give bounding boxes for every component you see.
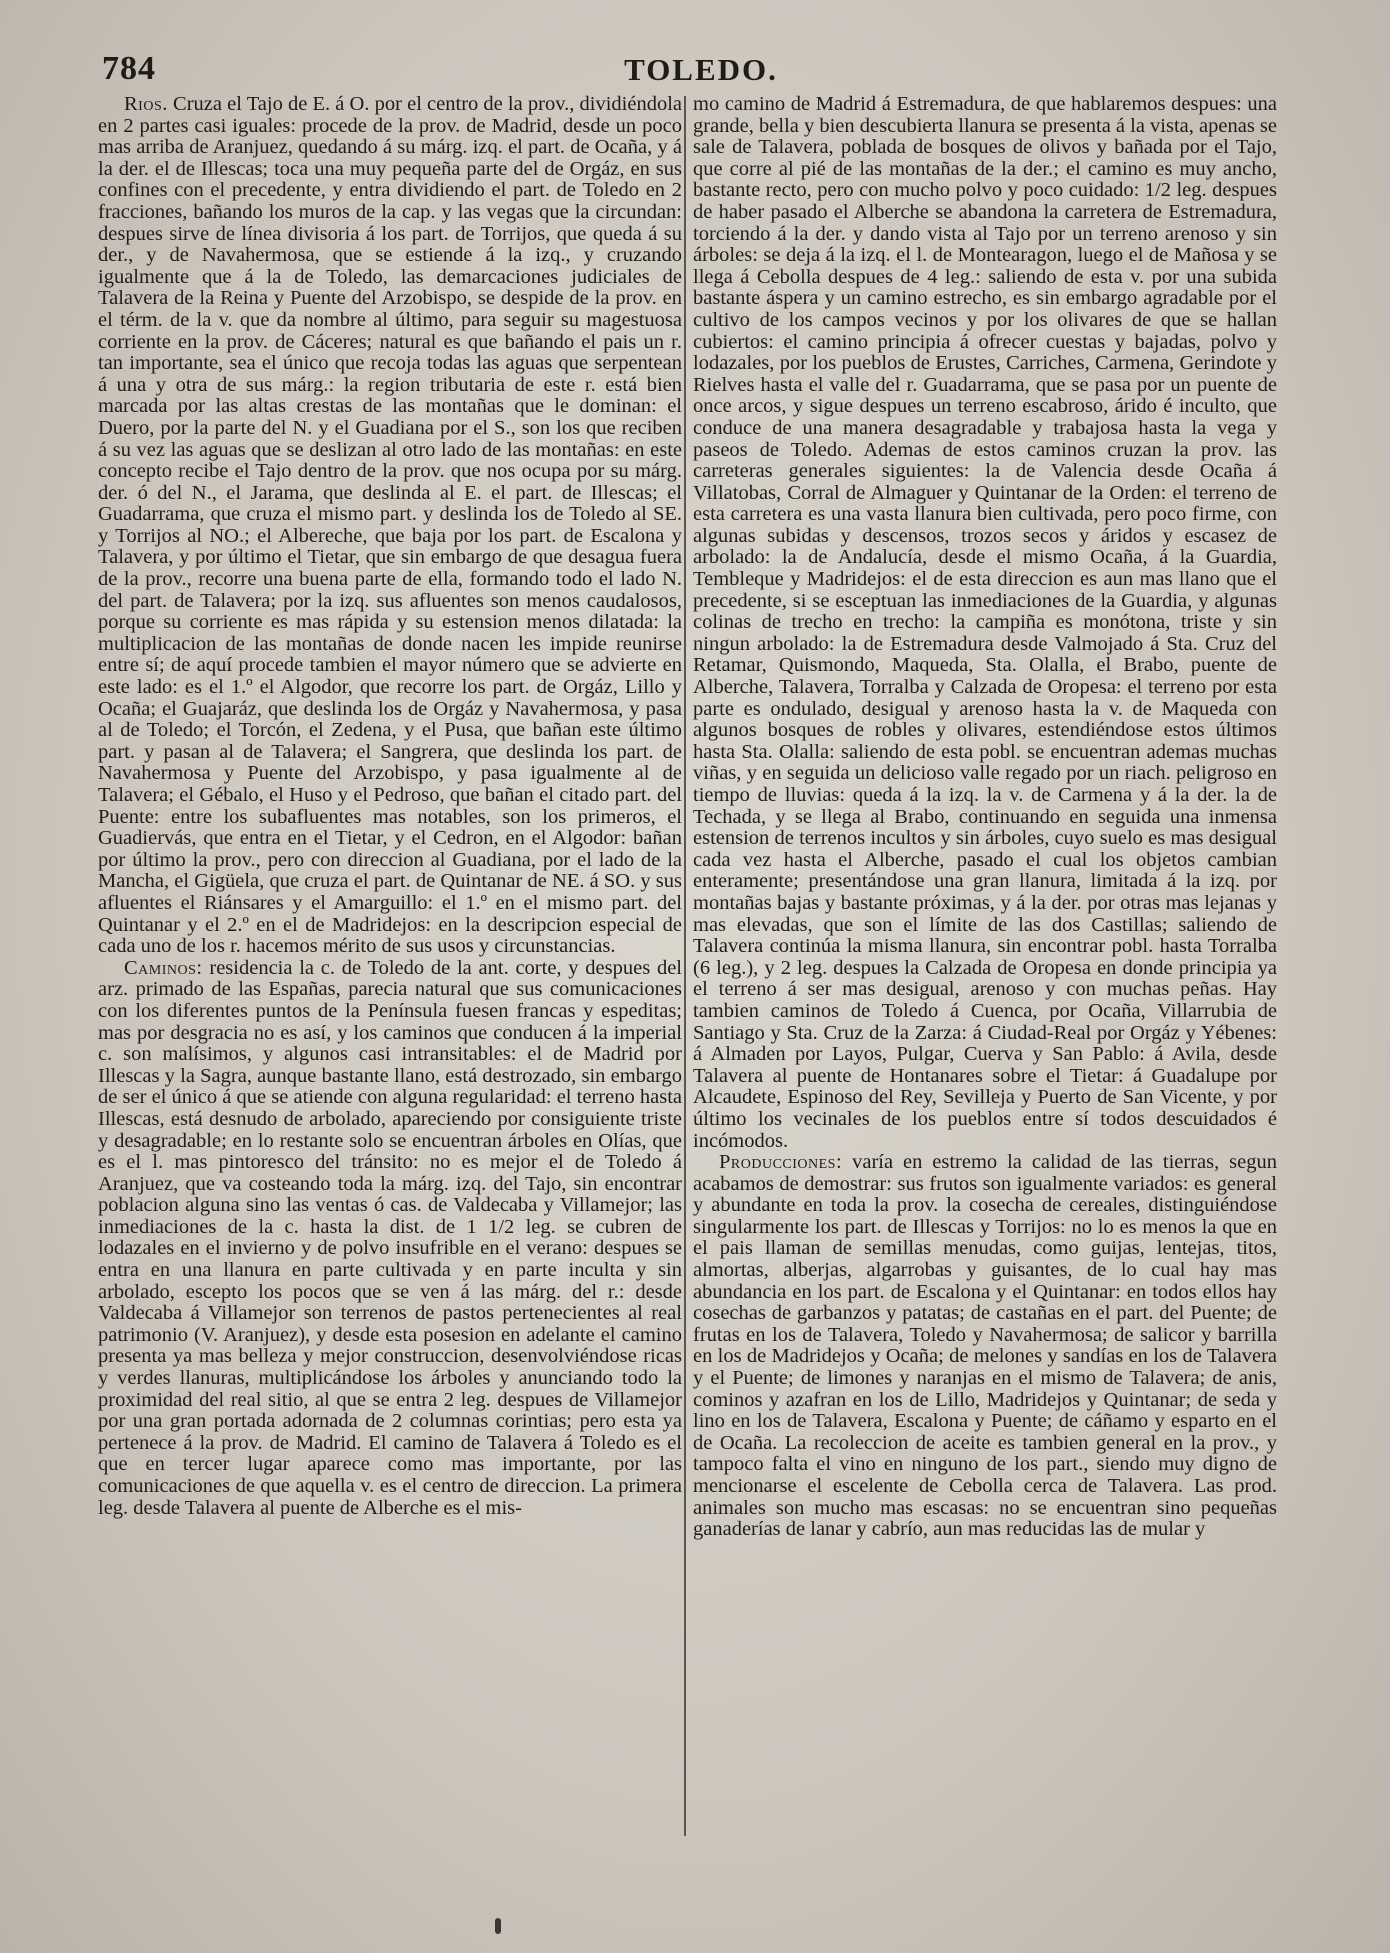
caminos-continued-paragraph <box>693 94 1277 1152</box>
rios-paragraph <box>98 94 682 958</box>
left-column <box>98 94 682 1854</box>
caminos-heading: Caminos: <box>124 956 203 979</box>
rios-heading: Rios. <box>124 94 168 115</box>
producciones-text: varía en estremo la calidad de las tierras, segun acabamos de demostrar: sus frutos son igualmente variados: es general y abundante en toda la prov. la cosecha de cereales, distinguiéndose singularmente los part. de Illescas y Torrijos: no lo es menos la que en el pais llaman de semillas menudas, como guijas, lentejas, titos, almortas, alberjas, algarrobas y guisantes, de lo cual hay mas abundancia en los part. de Escalona y el Quintanar: en todos ellos hay cosechas de garbanzos y patatas; de castañas en el part. del Puente; de frutas en los de Talavera, Toledo y Navahermosa; de salicor y barrilla en los de Madridejos y Ocaña; de melones y sandías en los de Talavera y el Puente; de limones y naranjas en el mismo de Talavera; de anis, cominos y azafran en los de Lillo, Madridejos y Quintanar; de seda y lino en los de Talavera, Escalona y Puente; de cáñamo y esparto en el de Ocaña. La recoleccion de aceite es tambien general en la prov., y tampoco falta el vino en ninguno de los part., siendo muy digno de mencionarse el escelente de Cebolla cerca de Talavera. Las prod. animales son mucho mas escasas: no se encuentran sino pequeñas ganaderías de lanar y cabrío, aun mas reducidas las de mular y <box>693 1151 1277 1541</box>
running-head: TOLEDO. <box>624 52 778 87</box>
caminos-continued-text: mo camino de Madrid á Estremadura, de que hablaremos despues: una grande, bella y bien descubierta llanura se presenta á la vista, apenas se sale de Talavera, poblada de bosques de olivos y bañada por el Tajo, que corre al pié de las montañas de la der.; el camino es muy ancho, bastante recto, pero con mucho polvo y poco cuidado: 1/2 leg. despues de haber pasado el Alberche se abandona la carretera de Estremadura, torciendo á la der. y dando vista al Tajo por un terreno arenoso y sin árboles: se deja á la izq. el l. de Montearagon, luego el de Mañosa y se llega á Cebolla despues de 4 leg.: saliendo de esta v. por una subida bastante áspera y un camino estrecho, es sin embargo agradable por el cultivo de los campos vecinos y por los olivares de que se hallan cubiertos: el camino principia á ofrecer cuestas y bajadas, polvo y lodazales, por los pueblos de Erustes, Carriches, Carmena, Gerindote y Rielves hasta el valle del r. Guadarrama, que se pasa por un puente de once arcos, y sigue despues un terreno escabroso, árido é inculto, que conduce de una manera desagradable y trabajosa hasta la vega y paseos de Toledo. Ademas de estos caminos cruzan la prov. las carreteras generales siguientes: la de Valencia desde Ocaña á Villatobas, Corral de Almaguer y Quintanar de la Orden: el terreno de esta carretera es una vasta llanura bien cultivada, pero poco firme, con algunas subidas y descensos, trozos secos y áridos y escasez de arbolado: la de Andalucía, desde el mismo Ocaña, á la Guardia, Tembleque y Madridejos: el de esta direccion es aun mas llano que el precedente, si se esceptuan las inmediaciones de la Guardia, y algunas colinas de trecho en trecho: la campiña es monótona, triste y sin ningun arbolado: la de Estremadura desde Valmojado á Sta. Cruz del Retamar, Quismondo, Maqueda, Sta. Olalla, el Brabo, puente de Alberche, Talavera, Torralba y Calzada de Oropesa: el terreno por esta parte es ondulado, desigual y arenoso hasta la v. de Maqueda con algunos bosques de robles y olivares, estendiéndose estos últimos hasta Sta. Olalla: saliendo de esta pobl. se encuentran ademas muchas viñas, y en seguida un delicioso valle regado por un riach. peligroso en tiempo de lluvias: queda á la izq. la v. de Carmena y á la der. la de Techada, y se llega al Brabo, continuando en seguida una inmensa estension de terrenos incultos y sin árboles, cuyo suelo es mas desigual cada vez hasta el Alberche, pasado el cual los objetos cambian enteramente; presentándose una gran llanura, limitada á la izq. por montañas bajas y bastante próximas, y á la der. por otras mas lejanas y mas elevadas, que son el límite de las dos Castillas; saliendo de Talavera continúa la misma llanura, sin encontrar pobl. hasta Torralba (6 leg.), y 2 leg. despues la Calzada de Oropesa en donde principia ya el terreno á ser mas desigual, arenoso y con muchas peñas. Hay tambien caminos de Toledo á Cuenca, por Ocaña, Villarrubia de Santiago y Sta. Cruz de la Zarza: á Ciudad-Real por Orgáz y Yébenes: á Almaden por Layos, Pulgar, Cuerva y San Pablo: á Avila, desde Talavera al puente de Hontanares sobre el Tietar: á Guadalupe por Alcaudete, Espinoso del Rey, Sevilleja y Puerto de San Vicente, y por último los vecinales de los pueblos entre sí todos descuidados é incómodos. <box>693 94 1277 1152</box>
page-header <box>96 50 1306 90</box>
right-column <box>693 94 1277 1854</box>
caminos-paragraph <box>98 958 682 1519</box>
caminos-text: residencia la c. de Toledo de la ant. corte, y despues del arz. primado de las Españas, parecia natural que sus comunicaciones con los diferentes puntos de la Península fuesen francas y espeditas; mas por desgracia no es así, y los caminos que conducen á la imperial c. son malísimos, y algunos casi intransitables: el de Madrid por Illescas y la Sagra, aunque bastante llano, está destrozado, sin embargo de ser el único á que se atiende con alguna regularidad: el terreno hasta Illescas, está desnudo de arbolado, apareciendo por consiguiente triste y desagradable; en lo restante solo se encuentran árboles en Olías, que es el l. mas pintoresco del tránsito: no es mejor el de Toledo á Aranjuez, que va costeando toda la márg. izq. del Tajo, sin encontrar poblacion alguna sino las ventas ó cas. de Valdecaba y Villamejor; las inmediaciones de la c. hasta la dist. de 1 1/2 leg. se cubren de lodazales en el invierno y de polvo insufrible en el verano: despues se entra en una llanura en parte cultivada y en parte inculta y sin arbolado, escepto los pocos que se ven á las márg. del r.: desde Valdecaba á Villamejor son terrenos de pastos pertenecientes al real patrimonio (V. Aranjuez), y desde esta posesion en adelante el camino presenta ya mas belleza y mejor construccion, desenvolviéndose ricas y verdes llanuras, multiplicándose los árboles y anunciando todo la proximidad del real sitio, al que se entra 2 leg. despues de Villamejor por una gran portada adornada de 2 columnas corintias; pero esta ya pertenece á la prov. de Madrid. El camino de Talavera á Toledo es el que en tercer lugar aparece como mas importante, por las comunicaciones de que aquella v. es el centro de direccion. La primera leg. desde Talavera al puente de Alberche es el mis- <box>98 956 682 1519</box>
rios-text: Cruza el Tajo de E. á O. por el centro de la prov., dividiéndola en 2 partes casi iguales: procede de la prov. de Madrid, desde un poco mas arriba de Aranjuez, quedando á su márg. izq. el part. de Ocaña, y á la der. el de Illescas; toca una muy pequeña parte del de Orgáz, en sus confines con el precedente, y entra dividiendo el part. de Toledo en 2 fracciones, bañando los muros de la cap. y las vegas que la circundan: despues sirve de línea divisoria á los part. de Torrijos, que queda á su der., y de Navahermosa, que se estiende á la izq., y cruzando igualmente que á la de Toledo, las demarcaciones judiciales de Talavera de la Reina y Puente del Arzobispo, se despide de la prov. en el térm. de la v. que da nombre al último, para seguir su magestuosa corriente en la prov. de Cáceres; natural es que bañando el pais un r. tan importante, sea el único que recoja todas las aguas que serpentean á una y otra de sus márg.: la region tributaria de este r. está bien marcada por las altas crestas de las montañas que le dominan: el Duero, por la parte del N. y el Guadiana por el S., son los que reciben á su vez las aguas que se deslizan al otro lado de las montañas: en este concepto recibe el Tajo dentro de la prov. que nos ocupa por su márg. der. ó del N., el Jarama, que deslinda al E. el part. de Illescas; el Guadarrama, que cruza el mismo part. y deslinda los de Toledo al SE. y Torrijos al NO.; el Albereche, que baja por los part. de Escalona y Talavera, y por último el Tietar, que sin embargo de que desagua fuera de la prov., recorre una buena parte de ella, formando todo el lado N. del part. de Talavera; por la izq. sus afluentes son menos caudalosos, porque su corriente es mas rápida y su estension menos dilatada: la multiplicacion de las montañas de donde nacen les impide reunirse entre sí; de aquí procede tambien el mayor número que se advierte en este lado: es el 1.º el Algodor, que recorre los part. de Orgáz, Lillo y Ocaña; el Guajaráz, que deslinda los de Orgáz y Navahermosa, y pasa al de Toledo; el Torcón, el Zedena, y el Pusa, que bañan este último part. y pasan al de Talavera; el Sangrera, que deslinda los part. de Navahermosa y Puente del Arzobispo, y pasa igualmente al de Talavera; el Gébalo, el Huso y el Pedroso, que bañan el citado part. del Puente: entre los subafluentes mas notables, son los primeros, el Guadiervás, que entra en el Tietar, y el Cedron, en el Algodor: bañan por último la prov., pero con direccion al Guadiana, por el lado de la Mancha, el Gigüela, que cruza el part. de Quintanar de NE. á SO. y sus afluentes el Riánsares y el Amarguillo: el 1.º en el mismo part. del Quintanar y el 2.º en el de Madridejos: en la descripcion especial de cada uno de los r. hacemos mérito de sus usos y circunstancias. <box>98 94 682 958</box>
page-number: 784 <box>102 50 156 87</box>
producciones-heading: Producciones: <box>719 1151 843 1174</box>
producciones-paragraph <box>693 1152 1277 1541</box>
scan-speck <box>495 1918 501 1934</box>
column-divider <box>684 96 686 1836</box>
